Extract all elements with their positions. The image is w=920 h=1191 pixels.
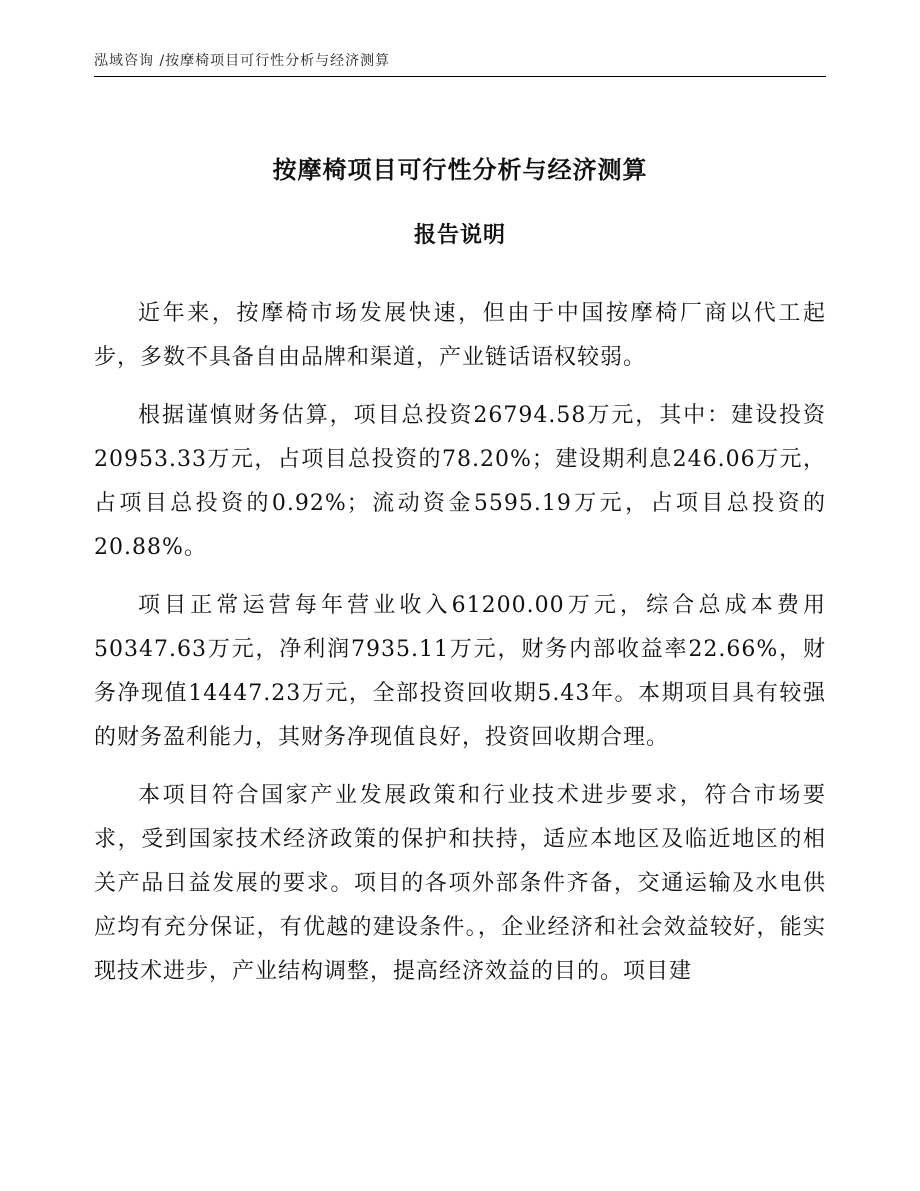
- document-title: 按摩椅项目可行性分析与经济测算: [272, 156, 648, 184]
- running-header: 泓域咨询 /按摩椅项目可行性分析与经济测算: [94, 53, 391, 69]
- section-title: 报告说明: [413, 223, 506, 248]
- header-divider: [94, 76, 826, 77]
- paragraph-investment-estimate: 根据谨慎财务估算，项目总投资26794.58万元，其中：建设投资20953.33万元，占项目总投资的78.20%；建设期利息246.06万元，占项目总投资的0.92%；流动资金5595.19万元，占项目总投资的20.88%。: [94, 403, 826, 560]
- paragraph-market-overview: 近年来，按摩椅市场发展快速，但由于中国按摩椅厂商以代工起步，多数不具备自由品牌和渠道，产业链话语权较弱。: [94, 301, 826, 370]
- paragraph-project-conditions: 本项目符合国家产业发展政策和行业技术进步要求，符合市场要求，受到国家技术经济政策的保护和扶持，适应本地区及临近地区的相关产品日益发展的要求。项目的各项外部条件齐备，交通运输及水电供应均有充分保证，有优越的建设条件。，企业经济和社会效益较好，能实现技术进步，产业结构调整，提高经济效益的目的。项目建: [94, 783, 826, 984]
- body-text: [94, 292, 826, 1008]
- paragraph-financial-results: 项目正常运营每年营业收入61200.00万元，综合总成本费用50347.63万元，净利润7935.11万元，财务内部收益率22.66%，财务净现值14447.23万元，全部投资回收期5.43年。本期项目具有较强的财务盈利能力，其财务净现值良好，投资回收期合理。: [94, 593, 826, 750]
